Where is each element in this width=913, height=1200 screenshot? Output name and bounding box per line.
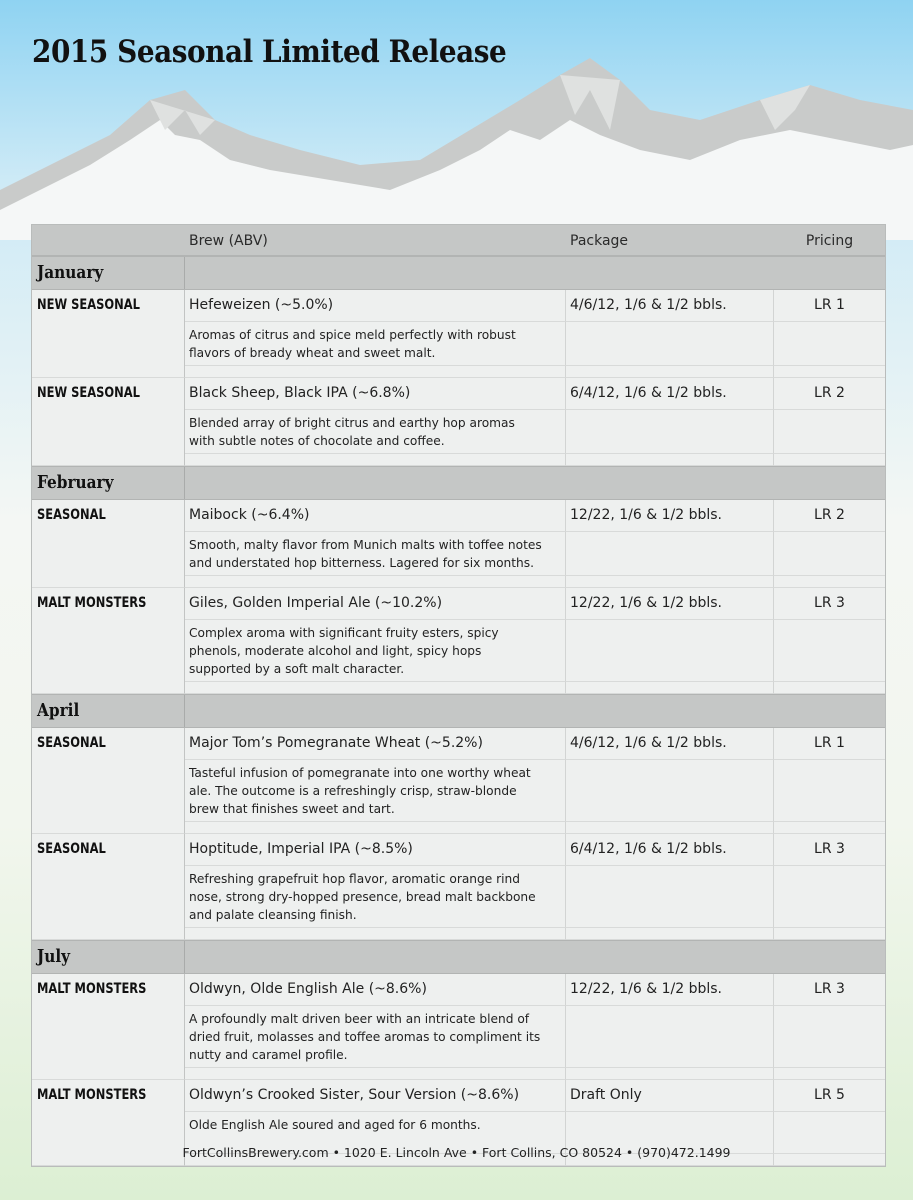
month-divider (184, 467, 185, 499)
table-cell (774, 866, 885, 928)
column-header-pricing: Pricing (805, 233, 854, 249)
table-cell (185, 682, 566, 694)
brew-name: Black Sheep, Black IPA (~6.8%) (189, 385, 411, 401)
brew-description (189, 536, 564, 572)
month-divider (184, 695, 185, 727)
package-info: 12/22, 1/6 & 1/2 bbls. (570, 595, 722, 611)
description-line: flavors of bready wheat and sweet malt. (189, 346, 436, 360)
description-line: with subtle notes of chocolate and coffee. (189, 434, 445, 448)
description-line: ale. The outcome is a refreshingly crisp, straw-blonde (189, 784, 517, 798)
table-cell (774, 576, 885, 588)
description-line: Refreshing grapefruit hop flavor, aromatic orange rind (189, 872, 520, 886)
column-header-package: Package (570, 233, 629, 249)
mountain-illustration (0, 40, 913, 240)
category-label: SEASONAL (37, 841, 106, 857)
description-line: Complex aroma with significant fruity esters, spicy (189, 626, 499, 640)
category-label: MALT MONSTERS (37, 595, 147, 611)
table-cell (566, 866, 774, 928)
table-header (32, 225, 885, 256)
brew-name: Hefeweizen (~5.0%) (189, 297, 334, 313)
column-header-brew: Brew (ABV) (189, 233, 268, 249)
table-cell (566, 576, 774, 588)
description-line: Tasteful infusion of pomegranate into one worthy wheat (189, 766, 531, 780)
table-cell (185, 454, 566, 466)
description-line: brew that finishes sweet and tart. (189, 802, 395, 816)
description-line: Blended array of bright citrus and earthy hop aromas (189, 416, 515, 430)
table-cell (774, 822, 885, 834)
table-cell (774, 620, 885, 682)
table-row (32, 500, 885, 588)
table-row (32, 834, 885, 940)
table-row (32, 974, 885, 1080)
brew-name: Maibock (~6.4%) (189, 507, 310, 523)
table-cell (566, 532, 774, 576)
table-cell (566, 682, 774, 694)
brew-name: Oldwyn’s Crooked Sister, Sour Version (~8.6%) (189, 1087, 520, 1103)
description-line: nose, strong dry-hopped presence, bread malt backbone (189, 890, 536, 904)
month-label: July (37, 946, 71, 967)
brew-description (189, 870, 564, 924)
table-cell (774, 682, 885, 694)
table-cell (185, 822, 566, 834)
table-cell (566, 410, 774, 454)
brew-name: Oldwyn, Olde English Ale (~8.6%) (189, 981, 427, 997)
table-cell (774, 532, 885, 576)
price-tier: LR 3 (814, 841, 845, 857)
month-header (32, 694, 885, 728)
description-line: phenols, moderate alcohol and light, spicy hops (189, 644, 482, 658)
category-label: MALT MONSTERS (37, 981, 147, 997)
table-row (32, 378, 885, 466)
month-header (32, 256, 885, 290)
brew-name: Major Tom’s Pomegranate Wheat (~5.2%) (189, 735, 483, 751)
brew-description (189, 414, 564, 450)
price-tier: LR 1 (814, 735, 845, 751)
month-label: January (37, 262, 104, 283)
table-cell (185, 1068, 566, 1080)
brew-description (189, 1010, 564, 1064)
description-line: and understated hop bitterness. Lagered for six months. (189, 556, 534, 570)
description-line: Aromas of citrus and spice meld perfectly with robust (189, 328, 516, 342)
description-line: nutty and caramel profile. (189, 1048, 348, 1062)
month-header (32, 940, 885, 974)
price-tier: LR 5 (814, 1087, 845, 1103)
page-title: 2015 Seasonal Limited Release (32, 34, 507, 70)
category-label: NEW SEASONAL (37, 297, 140, 313)
description-line: Olde English Ale soured and aged for 6 months. (189, 1118, 481, 1132)
category-label: MALT MONSTERS (37, 1087, 147, 1103)
brew-name: Hoptitude, Imperial IPA (~8.5%) (189, 841, 413, 857)
description-line: Smooth, malty flavor from Munich malts with toffee notes (189, 538, 542, 552)
package-info: 4/6/12, 1/6 & 1/2 bbls. (570, 735, 727, 751)
description-line: and palate cleansing finish. (189, 908, 357, 922)
table-cell (566, 322, 774, 366)
price-tier: LR 3 (814, 981, 845, 997)
month-divider (184, 941, 185, 973)
brew-description (189, 764, 564, 818)
price-tier: LR 1 (814, 297, 845, 313)
description-line: supported by a soft malt character. (189, 662, 405, 676)
month-header (32, 466, 885, 500)
month-label: April (37, 700, 80, 721)
table-row (32, 728, 885, 834)
month-label: February (37, 472, 114, 493)
table-cell (774, 454, 885, 466)
month-divider (184, 257, 185, 289)
brew-description (189, 1116, 564, 1134)
category-label: NEW SEASONAL (37, 385, 140, 401)
brew-name: Giles, Golden Imperial Ale (~10.2%) (189, 595, 443, 611)
table-row (32, 588, 885, 694)
package-info: 4/6/12, 1/6 & 1/2 bbls. (570, 297, 727, 313)
release-table (31, 224, 886, 1167)
table-cell (774, 760, 885, 822)
mountain-snow-shape (0, 120, 913, 240)
table-cell (774, 410, 885, 454)
price-tier: LR 2 (814, 385, 845, 401)
table-cell (566, 760, 774, 822)
footer-contact: FortCollinsBrewery.com • 1020 E. Lincoln Ave • Fort Collins, CO 80524 • (970)472.1499 (182, 1145, 731, 1160)
table-cell (566, 928, 774, 940)
category-label: SEASONAL (37, 507, 106, 523)
package-info: 6/4/12, 1/6 & 1/2 bbls. (570, 385, 727, 401)
table-cell (774, 1006, 885, 1068)
package-info: 12/22, 1/6 & 1/2 bbls. (570, 507, 722, 523)
table-cell (566, 822, 774, 834)
table-cell (774, 322, 885, 366)
table-cell (185, 366, 566, 378)
table-cell (185, 576, 566, 588)
table-cell (185, 928, 566, 940)
table-cell (566, 620, 774, 682)
price-tier: LR 2 (814, 507, 845, 523)
description-line: dried fruit, molasses and toffee aromas to compliment its (189, 1030, 541, 1044)
package-info: Draft Only (570, 1087, 642, 1103)
table-cell (566, 1068, 774, 1080)
table-cell (774, 928, 885, 940)
table-row (32, 290, 885, 378)
package-info: 6/4/12, 1/6 & 1/2 bbls. (570, 841, 727, 857)
brew-description (189, 624, 564, 678)
description-line: A profoundly malt driven beer with an intricate blend of (189, 1012, 530, 1026)
brew-description (189, 326, 564, 362)
table-cell (566, 1006, 774, 1068)
sections-list (32, 256, 885, 1166)
package-info: 12/22, 1/6 & 1/2 bbls. (570, 981, 722, 997)
table-cell (774, 1068, 885, 1080)
table-cell (566, 454, 774, 466)
category-label: SEASONAL (37, 735, 106, 751)
table-cell (774, 366, 885, 378)
price-tier: LR 3 (814, 595, 845, 611)
table-cell (566, 366, 774, 378)
